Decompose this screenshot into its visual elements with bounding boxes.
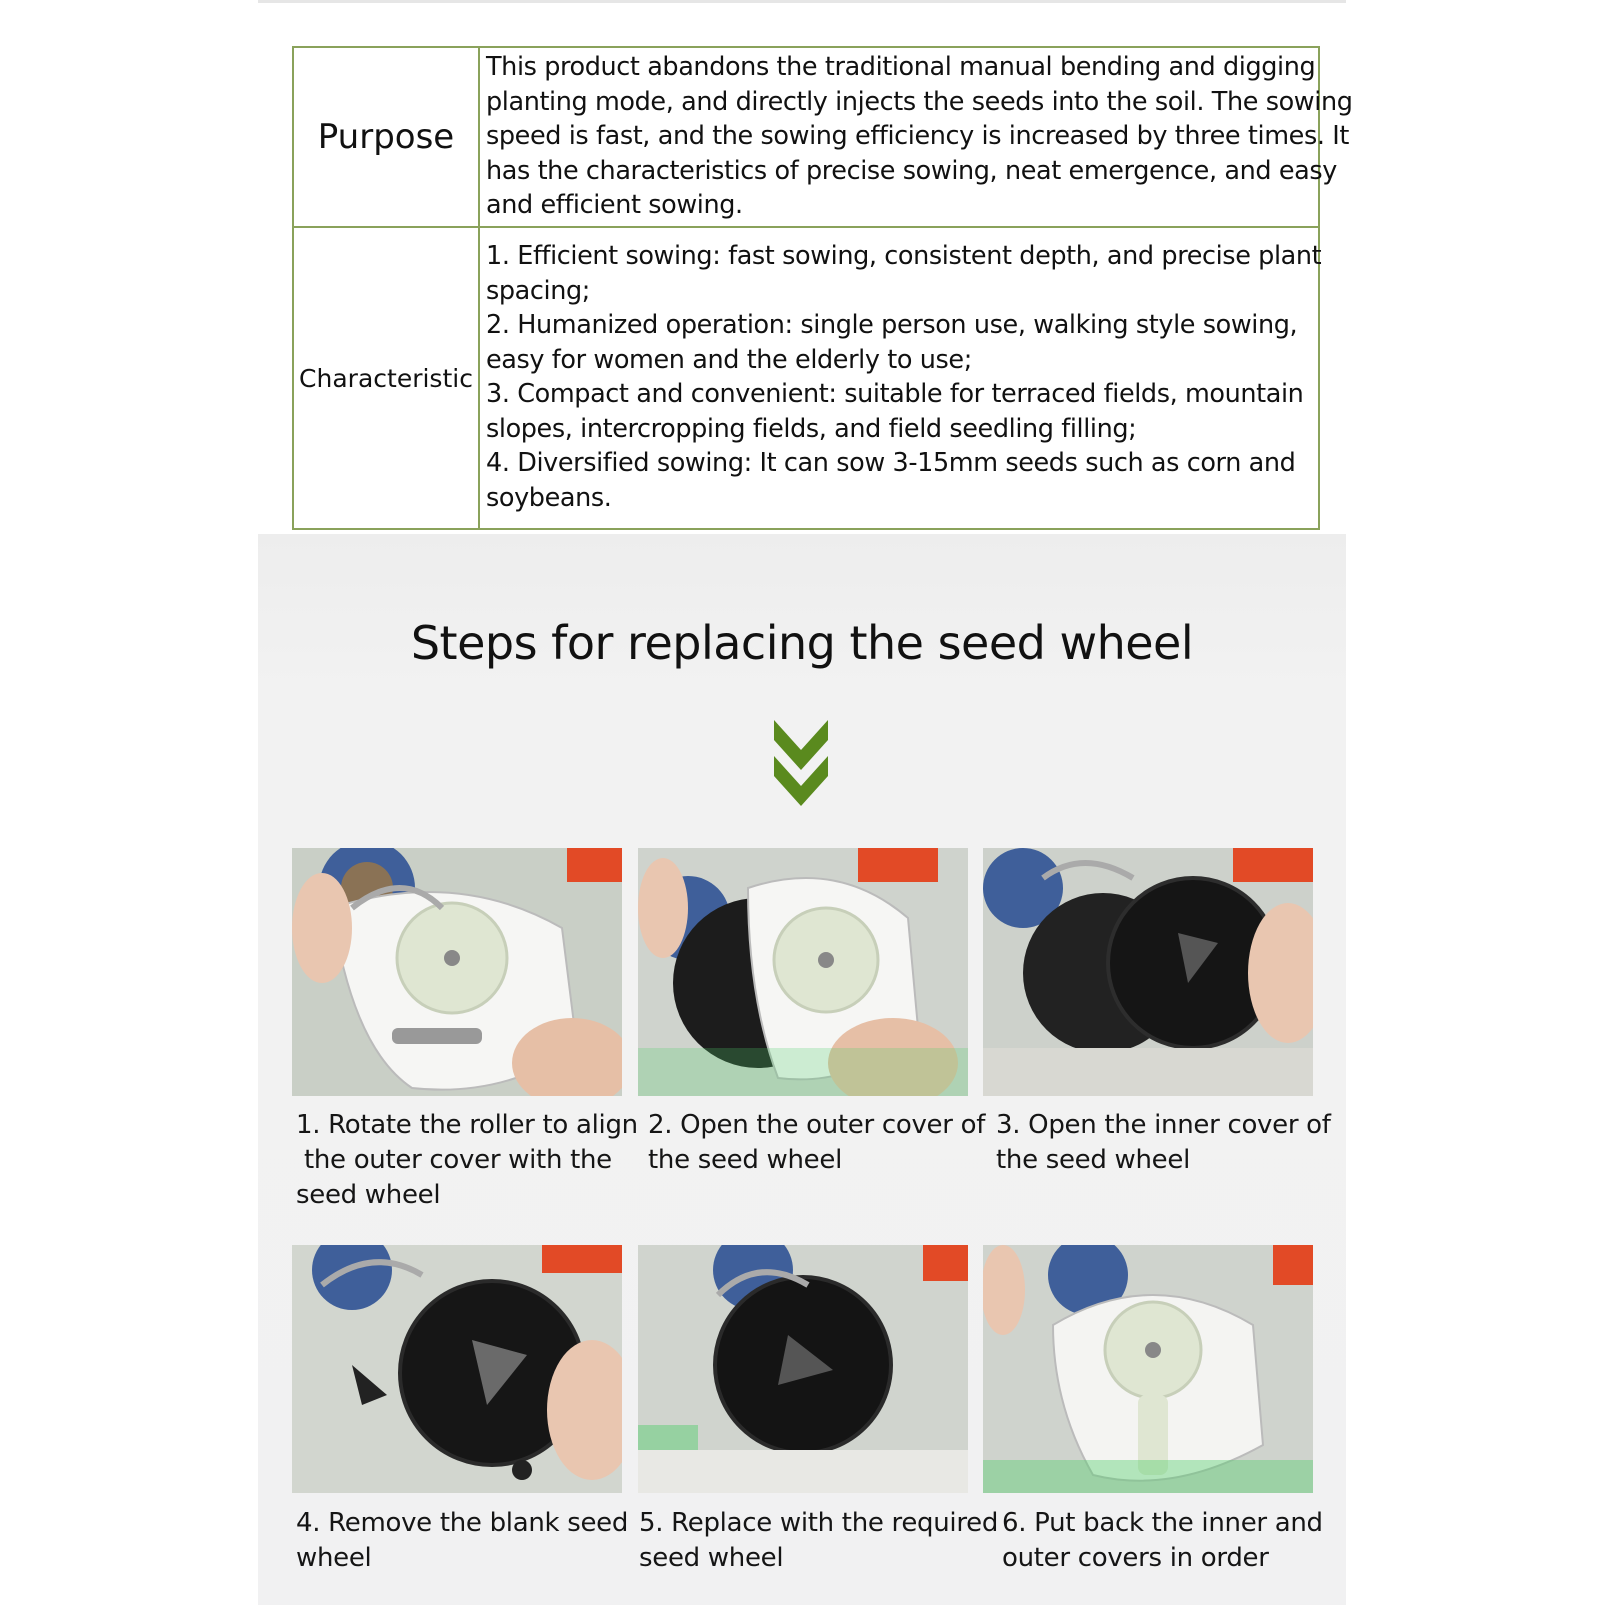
purpose-line: speed is fast, and the sowing efficiency is increased by three times. It	[486, 121, 1349, 151]
characteristic-line: 1. Efficient sowing: fast sowing, consistent depth, and precise plant	[486, 241, 1322, 271]
purpose-line: This product abandons the traditional manual bending and digging	[486, 52, 1316, 82]
characteristic-line: easy for women and the elderly to use;	[486, 344, 972, 375]
characteristic-line: slopes, intercropping fields, and field seedling filling;	[486, 413, 1137, 444]
steps-section	[258, 534, 1346, 1605]
caption-line: the outer cover with the	[296, 1145, 612, 1175]
characteristic-line: 3. Compact and convenient: suitable for terraced fields, mountain	[486, 379, 1304, 409]
characteristic-text	[486, 239, 1322, 528]
step-1-caption	[296, 1108, 638, 1213]
purpose-text	[486, 50, 1353, 226]
purpose-label: Purpose	[294, 48, 480, 226]
seed-wheel-cover-illustration	[292, 848, 622, 1096]
caption-line: the seed wheel	[648, 1145, 842, 1175]
purpose-line: has the characteristics of precise sowing, neat emergence, and easy	[486, 155, 1337, 186]
caption-line: 6. Put back the inner and	[1002, 1508, 1323, 1538]
steps-title: Steps for replacing the seed wheel	[410, 616, 1194, 670]
double-chevron-down-icon	[772, 718, 830, 808]
chevron-upper	[774, 720, 828, 770]
step-6-caption	[1002, 1506, 1323, 1576]
required-seed-wheel-illustration	[638, 1245, 968, 1493]
caption-line: the seed wheel	[996, 1145, 1190, 1175]
caption-line: seed wheel	[639, 1543, 784, 1573]
caption-line: 4. Remove the blank seed	[296, 1508, 629, 1538]
top-divider	[258, 0, 1346, 3]
step-3-photo	[983, 848, 1313, 1096]
step-3-caption	[996, 1108, 1331, 1178]
characteristic-line: 2. Humanized operation: single person use, walking style sowing,	[486, 310, 1298, 340]
caption-line: 5. Replace with the required	[639, 1508, 999, 1538]
characteristic-line: soybeans.	[486, 482, 612, 513]
characteristic-label: Characteristic	[294, 228, 480, 528]
characteristic-row	[294, 228, 1322, 528]
step-5-photo	[638, 1245, 968, 1493]
caption-line: seed wheel	[296, 1180, 441, 1210]
step-2-photo	[638, 848, 968, 1096]
purpose-line: planting mode, and directly injects the seeds into the soil. The sowing	[486, 86, 1353, 117]
seed-wheel-open-outer-illustration	[638, 848, 968, 1096]
purpose-line: and efficient sowing.	[486, 190, 743, 220]
caption-line: 1. Rotate the roller to align	[296, 1110, 638, 1140]
characteristic-line: 4. Diversified sowing: It can sow 3-15mm seeds such as corn and	[486, 448, 1296, 478]
covers-refit-illustration	[983, 1245, 1313, 1493]
characteristic-line: spacing;	[486, 275, 590, 306]
purpose-row	[294, 48, 1353, 228]
caption-line: 3. Open the inner cover of	[996, 1110, 1331, 1140]
caption-line: wheel	[296, 1543, 372, 1573]
step-5-caption	[639, 1506, 998, 1576]
blank-seed-wheel-removal-illustration	[292, 1245, 622, 1493]
caption-line: outer covers in order	[1002, 1543, 1269, 1573]
spec-table	[292, 46, 1353, 530]
step-4-caption	[296, 1506, 628, 1576]
step-1-photo	[292, 848, 622, 1096]
step-6-photo	[983, 1245, 1313, 1493]
seed-wheel-open-inner-illustration	[983, 848, 1313, 1096]
step-2-caption	[648, 1108, 985, 1178]
caption-line: 2. Open the outer cover of	[648, 1110, 986, 1140]
step-4-photo	[292, 1245, 622, 1493]
